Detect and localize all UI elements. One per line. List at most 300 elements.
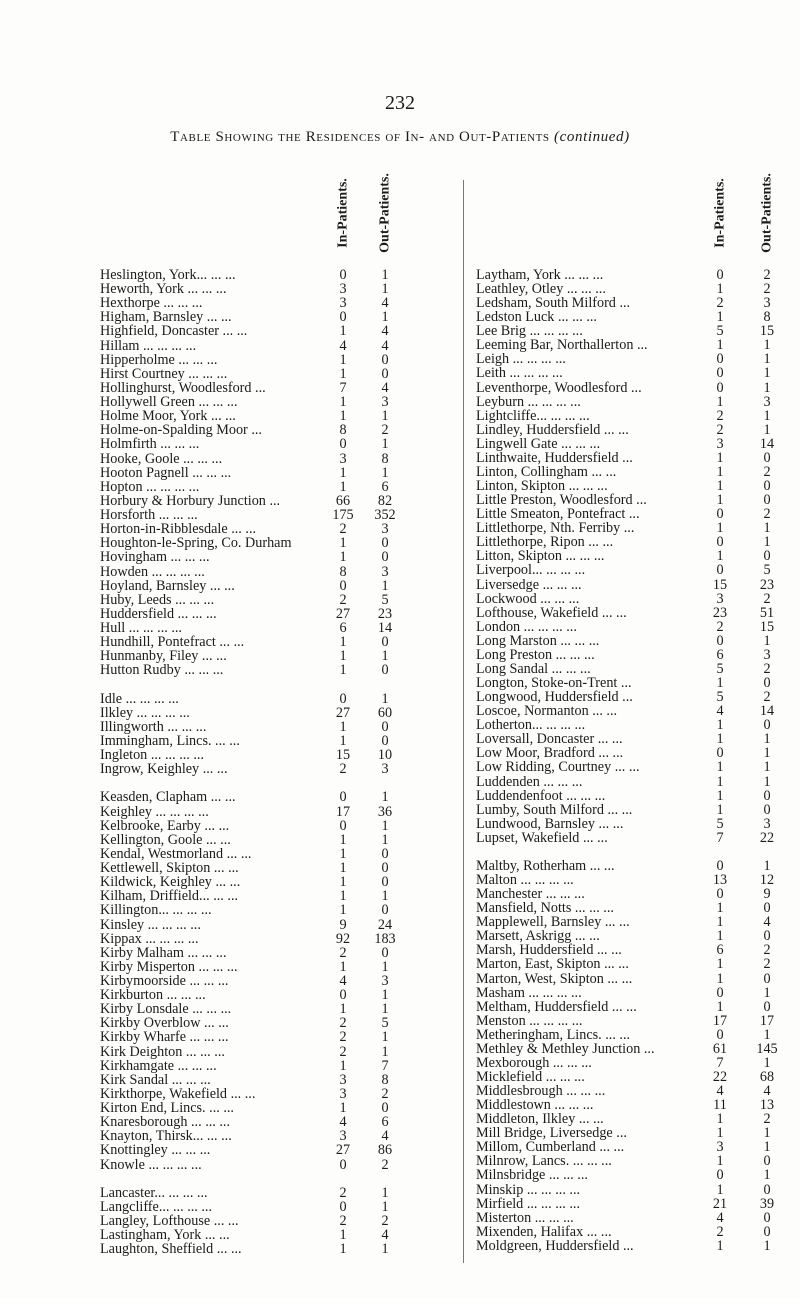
out-patients-count: 82 [377,492,393,509]
out-patients-count: 8 [381,450,389,467]
residence-name: Langley, Lofthouse ... ... [100,1213,239,1230]
residence-name: Hirst Courtney ... ... ... [100,365,228,382]
residence-name: Kilham, Driffield... ... ... [100,888,239,905]
out-patients-count: 6 [381,1114,389,1131]
in-patients-count: 1 [716,801,724,818]
in-patients-count: 1 [716,337,724,354]
residence-name: Kettlewell, Skipton ... ... [100,860,239,877]
out-patients-count: 352 [374,507,396,524]
residence-name: Hunmanby, Filey ... ... [100,648,227,665]
in-patients-count: 1 [716,914,724,931]
residence-name: Howden ... ... ... ... [100,563,205,580]
in-patients-count: 4 [716,703,724,720]
residence-name: Middleton, Ilkley ... ... [476,1111,604,1128]
residence-name: Killington... ... ... ... [100,902,212,919]
in-patients-count: 1 [339,408,347,425]
out-patients-count: 1 [763,1054,771,1071]
residence-name: Manchester ... ... ... [476,886,585,903]
out-patients-count: 0 [763,998,771,1015]
out-patients-count: 1 [763,407,771,424]
in-patients-count: 2 [339,521,347,538]
in-patients-count: 1 [339,732,347,749]
out-patients-count: 1 [381,1043,389,1060]
residence-name: Holme Moor, York ... ... [100,408,236,425]
in-patients-count: 2 [339,1184,347,1201]
out-patients-count: 3 [381,394,389,411]
residence-name: Luddendenfoot ... ... ... [476,787,606,804]
in-patients-count: 8 [339,422,347,439]
in-patients-count: 0 [339,817,347,834]
out-patients-count: 1 [763,731,771,748]
in-patients-count: 23 [712,604,728,621]
out-patients-count: 15 [759,618,775,635]
in-patients-count: 92 [335,930,351,947]
in-patients-count: 0 [716,984,724,1001]
residence-name: Little Smeaton, Pontefract ... [476,506,640,523]
in-patients-count: 3 [716,590,724,607]
out-patients-count: 1 [381,436,389,453]
out-patients-count: 0 [381,535,389,552]
in-patients-count: 17 [335,803,351,820]
in-patients-count: 2 [339,1043,347,1060]
out-patients-count: 0 [381,634,389,651]
residence-name: Kildwick, Keighley ... ... [100,874,241,891]
residence-name: Misterton ... ... ... [476,1209,574,1226]
in-patients-header-label: In-Patients. [712,178,728,248]
residence-name: Lupset, Wakefield ... ... [476,829,608,846]
in-patients-count: 17 [712,1012,728,1029]
out-patients-count: 1 [381,267,389,283]
residence-name: Milnrow, Lancs. ... ... ... [476,1153,612,1170]
residence-name: Menston ... ... ... ... [476,1012,583,1029]
residence-name: Littlethorpe, Nth. Ferriby ... [476,520,635,537]
in-patients-count: 3 [339,1128,347,1145]
in-patients-count: 2 [716,295,724,312]
out-patients-count: 1 [763,421,771,438]
in-patients-count: 1 [716,1181,724,1198]
page-number: 232 [385,92,415,114]
out-patients-count: 5 [763,562,771,579]
in-patients-count: 1 [716,393,724,410]
out-patients-count: 1 [763,857,771,874]
out-patients-count: 7 [381,1057,389,1074]
in-patients-count: 0 [716,1026,724,1043]
out-patients-count: 4 [381,323,389,340]
residence-name: Hopton ... ... ... ... [100,478,200,495]
residence-name: Lumby, South Milford ... ... [476,801,633,818]
in-patients-count: 1 [339,351,347,368]
out-patients-count: 2 [381,1156,389,1173]
residence-name: Mixenden, Halifax ... ... [476,1223,612,1240]
residence-name: Linton, Skipton ... ... ... [476,478,608,495]
residence-name: Higham, Barnsley ... ... [100,309,232,326]
table-row [476,1238,776,1254]
out-patients-count: 68 [759,1068,775,1085]
in-patients-count: 1 [339,478,347,495]
in-patients-count: 1 [339,1057,347,1074]
residence-name: Mirfield ... ... ... ... [476,1195,581,1212]
in-patients-count: 27 [335,1142,351,1159]
out-patients-header [370,158,400,268]
residence-name: Minskip ... ... ... ... [476,1181,581,1198]
out-patients-count: 1 [763,1125,771,1142]
in-patients-count: 1 [716,956,724,973]
out-patients-count: 51 [759,604,775,621]
residence-name: Lindley, Huddersfield ... ... [476,421,629,438]
residence-name: Ilkley ... ... ... ... [100,704,190,721]
residence-name: Horton-in-Ribblesdale ... ... [100,521,257,538]
out-patients-count: 0 [763,1223,771,1240]
out-patients-count: 1 [381,817,389,834]
out-patients-count: 0 [763,787,771,804]
in-patients-count: 1 [339,831,347,848]
in-patients-count: 0 [716,379,724,396]
out-patients-count: 0 [763,1181,771,1198]
out-patients-count: 2 [763,1111,771,1128]
residence-name: Lastingham, York ... ... [100,1227,230,1244]
out-patients-count: 4 [381,1128,389,1145]
in-patients-count: 11 [713,1097,727,1114]
in-patients-count: 1 [716,787,724,804]
in-patients-count: 7 [716,829,724,846]
in-patients-count: 1 [716,1125,724,1142]
out-patients-count: 1 [763,1237,771,1254]
in-patients-count: 4 [716,1209,724,1226]
table-title-text: Table Showing the Residences of In- and Out-Patients [170,129,550,145]
in-patients-count: 27 [335,605,351,622]
residence-name: Kirby Lonsdale ... ... ... [100,1001,232,1018]
out-patients-count: 2 [381,422,389,439]
in-patients-count: 0 [716,351,724,368]
divider [463,180,464,1263]
in-patients-count: 1 [716,548,724,565]
out-patients-count: 1 [763,632,771,649]
in-patients-count: 5 [716,815,724,832]
residence-name: Knayton, Thirsk... ... ... [100,1128,232,1145]
out-patients-header-label: Out-Patients. [377,173,393,253]
residence-name: Marsh, Huddersfield ... ... [476,942,622,959]
in-patients-count: 1 [339,464,347,481]
residence-name: Lightcliffe... ... ... ... [476,407,590,424]
residence-name: Leathley, Otley ... ... ... [476,281,606,298]
residence-name: Illingworth ... ... ... [100,718,207,735]
out-patients-count: 5 [381,1015,389,1032]
out-patients-count: 3 [381,973,389,989]
in-patients-count: 61 [712,1040,728,1057]
residence-name: Hull ... ... ... ... [100,620,182,636]
residence-name: Ledsham, South Milford ... [476,295,631,312]
out-patients-count: 0 [381,845,389,862]
in-patients-count: 1 [339,323,347,340]
out-patients-count: 23 [759,576,775,593]
residence-name: Marton, East, Skipton ... ... [476,956,629,973]
residence-name: Ingleton ... ... ... ... [100,747,205,764]
residence-name: Lockwood ... ... ... [476,590,580,607]
in-patients-count: 2 [339,1015,347,1032]
residence-name: Kendal, Westmorland ... ... [100,845,252,862]
out-patients-count: 1 [763,520,771,537]
residence-name: Long Preston ... ... ... [476,646,595,663]
residence-name: Kellington, Goole ... ... [100,831,231,848]
out-patients-count: 4 [763,1083,771,1100]
out-patients-count: 1 [381,888,389,905]
out-patients-count: 22 [759,829,775,846]
residence-name: London ... ... ... ... [476,618,577,635]
out-patients-count: 13 [759,1097,775,1114]
residence-name: Long Sandal ... ... ... [476,660,591,677]
in-patients-count: 3 [339,281,347,298]
out-patients-count: 0 [381,662,389,679]
in-patients-count: 1 [716,970,724,987]
out-patients-count: 2 [381,1213,389,1230]
residence-name: Laughton, Sheffield ... ... [100,1241,242,1258]
residence-name: Lotherton... ... ... ... [476,717,586,734]
residence-name: Long Marston ... ... ... [476,632,600,649]
in-patients-count: 1 [716,1237,724,1254]
out-patients-count: 1 [763,745,771,762]
in-patients-count: 1 [339,860,347,877]
residence-name: Leyburn ... ... ... ... [476,393,581,410]
in-patients-count: 3 [339,1085,347,1102]
residence-name: Hovingham ... ... ... [100,549,210,566]
in-patients-count: 4 [716,1083,724,1100]
residence-name: Liverpool... ... ... ... [476,562,586,579]
residence-name: Hoyland, Barnsley ... ... [100,577,235,594]
out-patients-count: 1 [381,577,389,594]
in-patients-count: 1 [339,718,347,735]
residence-name: Mapplewell, Barnsley ... ... [476,914,630,931]
out-patients-count: 2 [763,506,771,523]
in-patients-count: 2 [716,421,724,438]
residence-name: Hutton Rudby ... ... ... [100,662,224,679]
out-patients-count: 1 [381,1184,389,1201]
in-patients-header [328,158,358,268]
out-patients-count: 0 [763,970,771,987]
out-patients-count: 60 [377,704,393,721]
out-patients-count: 14 [377,620,393,636]
out-patients-count: 4 [381,1227,389,1244]
out-patients-count: 3 [763,646,771,663]
residence-name: Hooke, Goole ... ... ... [100,450,223,467]
in-patients-count: 1 [339,394,347,411]
in-patients-count: 0 [339,789,347,806]
out-patients-count: 1 [763,351,771,368]
out-patients-count: 0 [763,478,771,495]
in-patients-count: 1 [716,1153,724,1170]
residence-name: Micklefield ... ... ... [476,1068,585,1085]
out-patients-count: 8 [763,309,771,326]
in-patients-count: 0 [716,857,724,874]
in-patients-count: 0 [716,365,724,382]
in-patients-count: 1 [716,773,724,790]
out-patients-count: 0 [381,860,389,877]
out-patients-count: 1 [763,534,771,551]
in-patients-count: 0 [339,1156,347,1173]
out-patients-count: 1 [763,1026,771,1043]
residence-name: Lingwell Gate ... ... ... [476,435,601,452]
out-patients-count: 1 [763,759,771,776]
out-patients-count: 1 [763,365,771,382]
out-patients-count: 1 [381,1241,389,1258]
residence-name: Linthwaite, Huddersfield ... [476,449,633,466]
residence-name: Horsforth ... ... ... [100,507,198,524]
out-patients-count: 3 [763,393,771,410]
out-patients-count: 0 [763,675,771,692]
out-patients-count: 2 [763,463,771,480]
residence-name: Immingham, Lincs. ... ... [100,732,240,749]
in-patients-count: 3 [339,295,347,312]
out-patients-count: 0 [381,874,389,891]
out-patients-count: 2 [381,1085,389,1102]
residence-name: Linton, Collingham ... ... [476,463,617,480]
residence-name: Little Preston, Woodlesford ... [476,492,647,509]
out-patients-count: 4 [381,295,389,312]
out-patients-count: 2 [763,281,771,298]
out-patients-count: 15 [759,323,775,340]
out-patients-count: 2 [763,942,771,959]
in-patients-count: 5 [716,689,724,706]
residence-name: Hipperholme ... ... ... [100,351,218,368]
out-patients-count: 0 [763,1209,771,1226]
in-patients-count: 0 [339,436,347,453]
residence-name: Malton ... ... ... ... [476,872,574,888]
out-patients-count: 0 [381,1100,389,1117]
in-patients-count: 1 [339,1241,347,1258]
in-patients-count: 9 [339,916,347,933]
residence-name: Keighley ... ... ... ... [100,803,209,820]
in-patients-count: 1 [339,1001,347,1018]
residence-name: Hollywell Green ... ... ... [100,394,238,411]
out-patients-count: 1 [381,958,389,975]
residence-name: Middlesbrough ... ... ... [476,1083,606,1100]
out-patients-count: 0 [381,351,389,368]
in-patients-count: 5 [716,660,724,677]
residence-name: Lee Brig ... ... ... ... [476,323,583,340]
in-patients-count: 1 [716,675,724,692]
residence-name: Loversall, Doncaster ... ... [476,731,623,748]
out-patients-count: 0 [381,944,389,961]
in-patients-count: 1 [339,535,347,552]
in-patients-count: 66 [335,492,351,509]
in-patients-count: 0 [716,886,724,903]
in-patients-count: 2 [716,618,724,635]
residence-name: Middlestown ... ... ... [476,1097,594,1114]
in-patients-count: 0 [339,577,347,594]
residence-name: Litton, Skipton ... ... ... [476,548,605,565]
out-patients-count: 1 [381,309,389,326]
residence-name: Knaresborough ... ... ... [100,1114,231,1131]
in-patients-count: 7 [716,1054,724,1071]
residence-name: Idle ... ... ... ... [100,690,179,707]
residence-name: Lundwood, Barnsley ... ... [476,815,624,832]
residence-name: Hundhill, Pontefract ... ... [100,634,245,651]
residence-name: Kirk Deighton ... ... ... [100,1043,225,1060]
in-patients-count: 5 [716,323,724,340]
in-patients-count: 2 [339,761,347,778]
residence-name: Loscoe, Normanton ... ... [476,703,618,720]
residence-name: Mansfield, Notts ... ... ... [476,900,614,917]
in-patients-count: 4 [339,973,347,989]
residence-name: Methley & Methley Junction ... [476,1040,655,1057]
in-patients-count: 1 [339,648,347,665]
in-patients-count: 1 [339,888,347,905]
out-patients-count: 39 [759,1195,775,1212]
out-patients-count: 4 [381,337,389,354]
in-patients-count: 1 [716,281,724,298]
residence-name: Huddersfield ... ... ... [100,605,217,622]
residence-name: Highfield, Doncaster ... ... [100,323,248,340]
in-patients-count: 1 [339,902,347,919]
out-patients-count: 10 [377,747,393,764]
residence-name: Meltham, Huddersfield ... ... [476,998,637,1015]
out-patients-count: 1 [381,831,389,848]
out-patients-count: 0 [763,900,771,917]
in-patients-count: 1 [716,309,724,326]
out-patients-count: 3 [381,521,389,538]
in-patients-count: 2 [339,1029,347,1046]
out-patients-count: 2 [763,267,771,283]
in-patients-count: 1 [339,634,347,651]
out-patients-header-label: Out-Patients. [759,173,775,253]
out-patients-count: 0 [763,801,771,818]
residence-name: Holmfirth ... ... ... [100,436,200,453]
in-patients-count: 0 [339,987,347,1004]
residence-name: Marton, West, Skipton ... ... [476,970,633,987]
out-patients-count: 1 [381,464,389,481]
out-patients-count: 0 [381,549,389,566]
residence-name: Kirbymoorside ... ... ... [100,973,229,989]
out-patients-count: 6 [381,478,389,495]
in-patients-count: 27 [335,704,351,721]
in-patients-count: 175 [332,507,354,524]
in-patients-count: 2 [339,1213,347,1230]
residence-name: Metheringham, Lincs. ... ... [476,1026,631,1043]
in-patients-count: 21 [712,1195,728,1212]
residence-name: Kinsley ... ... ... ... [100,916,201,933]
out-patients-count: 3 [763,815,771,832]
out-patients-header [752,158,782,268]
out-patients-count: 0 [763,548,771,565]
out-patients-count: 0 [763,928,771,945]
in-patients-count: 1 [339,958,347,975]
in-patients-count: 1 [716,520,724,537]
out-patients-count: 0 [381,365,389,382]
residence-name: Hooton Pagnell ... ... ... [100,464,232,481]
residence-name: Kelbrooke, Earby ... ... [100,817,230,834]
residence-name: Mexborough ... ... ... [476,1054,592,1071]
in-patients-count: 0 [716,267,724,283]
out-patients-count: 0 [763,492,771,509]
out-patients-count: 17 [759,1012,775,1029]
out-patients-count: 145 [756,1040,778,1057]
residence-name: Heslington, York... ... ... [100,267,236,283]
in-patients-count: 0 [716,632,724,649]
out-patients-count: 3 [763,295,771,312]
in-patients-count: 3 [716,435,724,452]
out-patients-count: 1 [763,1139,771,1156]
in-patients-count: 4 [339,337,347,354]
in-patients-count: 3 [339,450,347,467]
residence-name: Leigh ... ... ... ... [476,351,566,368]
residence-name: Low Moor, Bradford ... ... [476,745,624,762]
out-patients-count: 183 [374,930,396,947]
in-patients-count: 2 [339,591,347,608]
residence-name: Luddenden ... ... ... [476,773,583,790]
in-patients-count: 0 [339,309,347,326]
in-patients-count: 1 [339,1100,347,1117]
residence-name: Horbury & Horbury Junction ... [100,492,281,509]
in-patients-count: 1 [716,1111,724,1128]
